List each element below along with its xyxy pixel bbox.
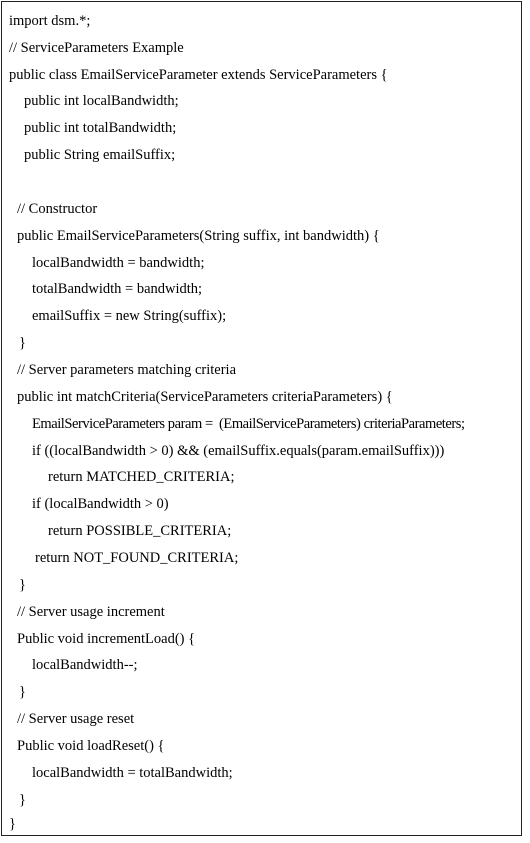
code-line: EmailServiceParameters param = (EmailServiceParameters) criteriaParameters;	[32, 416, 465, 432]
code-line: public String emailSuffix;	[24, 147, 176, 163]
code-line: }	[9, 816, 16, 832]
code-line: public EmailServiceParameters(String suffix, int bandwidth) {	[17, 228, 380, 244]
code-line: }	[19, 684, 26, 700]
code-line: localBandwidth = totalBandwidth;	[32, 765, 233, 781]
code-line: emailSuffix = new String(suffix);	[32, 308, 227, 324]
code-line: public class EmailServiceParameter extends ServiceParameters {	[9, 67, 388, 83]
code-line: localBandwidth--;	[32, 657, 138, 673]
code-line: // ServiceParameters Example	[9, 40, 184, 56]
code-line: totalBandwidth = bandwidth;	[32, 281, 203, 297]
code-line: import dsm.*;	[9, 13, 91, 29]
code-line: }	[19, 335, 26, 351]
code-line: return NOT_FOUND_CRITERIA;	[35, 550, 239, 566]
code-line: return POSSIBLE_CRITERIA;	[48, 523, 232, 539]
code-listing	[1, 1, 522, 836]
code-line: }	[19, 792, 26, 808]
code-line: Public void loadReset() {	[17, 738, 165, 754]
code-line: // Server usage increment	[17, 604, 165, 620]
code-line: Public void incrementLoad() {	[17, 631, 196, 647]
code-line: public int matchCriteria(ServiceParameters criteriaParameters) {	[17, 389, 393, 405]
code-line: // Server parameters matching criteria	[17, 362, 237, 378]
code-line: return MATCHED_CRITERIA;	[48, 469, 235, 485]
code-line: if (localBandwidth > 0)	[32, 496, 169, 512]
code-line: // Server usage reset	[17, 711, 135, 727]
code-line: }	[19, 577, 26, 593]
code-line: localBandwidth = bandwidth;	[32, 255, 205, 271]
code-line: if ((localBandwidth > 0) && (emailSuffix.equals(param.emailSuffix)))	[32, 443, 445, 459]
code-line: public int totalBandwidth;	[24, 120, 177, 136]
code-line: public int localBandwidth;	[24, 93, 179, 109]
code-line: // Constructor	[17, 201, 98, 217]
